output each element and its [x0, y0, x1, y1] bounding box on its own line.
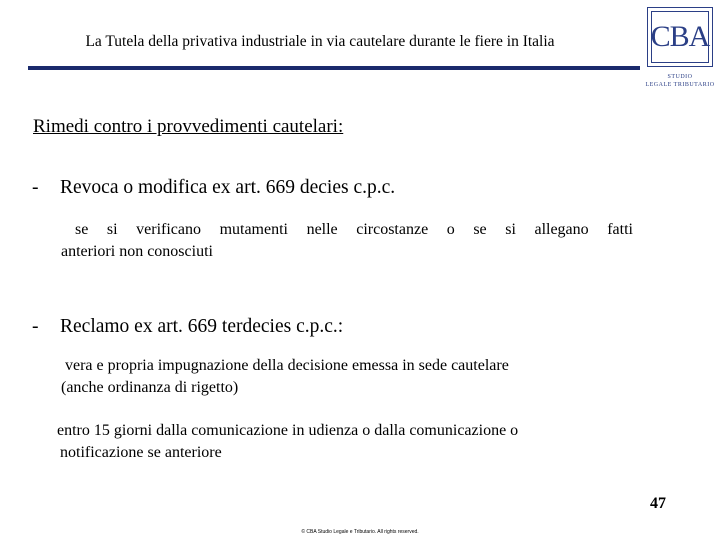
logo-subtitle-line1: STUDIO — [667, 74, 693, 80]
bullet-revoca-description — [61, 219, 633, 263]
paragraph-line: vera e propria impugnazione della decisione emessa in sede cautelare — [65, 357, 509, 374]
bullet-reclamo-description-1 — [61, 355, 631, 399]
header-title: La Tutela della privativa industriale in via cautelare durante le fiere in Italia — [85, 33, 555, 50]
bullet-reclamo — [32, 316, 343, 338]
paragraph-line: se si verificano mutamenti nelle circostanze o se si allegano fatti — [75, 221, 633, 238]
logo-subtitle-line2: LEGALE TRIBUTARIO — [645, 82, 715, 88]
footer-copyright: © CBA Studio Legale e Tributario. All rights reserved. — [301, 529, 419, 535]
paragraph-line: anteriori non conosciuti — [61, 243, 213, 260]
page-number: 47 — [650, 495, 666, 512]
bullet-dash: - — [32, 316, 39, 337]
bullet-label: Revoca o modifica ex art. 669 decies c.p.c. — [60, 177, 396, 198]
section-title: Rimedi contro i provvedimenti cautelari: — [33, 116, 344, 137]
header-divider — [28, 66, 640, 70]
bullet-revoca — [32, 177, 395, 199]
bullet-reclamo-description-2 — [57, 420, 633, 464]
cba-logo — [647, 7, 713, 67]
paragraph-line: entro 15 giorni dalla comunicazione in udienza o dalla comunicazione o — [57, 422, 519, 439]
bullet-label: Reclamo ex art. 669 terdecies c.p.c.: — [60, 316, 344, 337]
paragraph-line: notificazione se anteriore — [60, 444, 222, 461]
paragraph-line: (anche ordinanza di rigetto) — [61, 379, 239, 396]
bullet-dash: - — [32, 177, 39, 198]
logo-text: CBA — [650, 20, 710, 53]
